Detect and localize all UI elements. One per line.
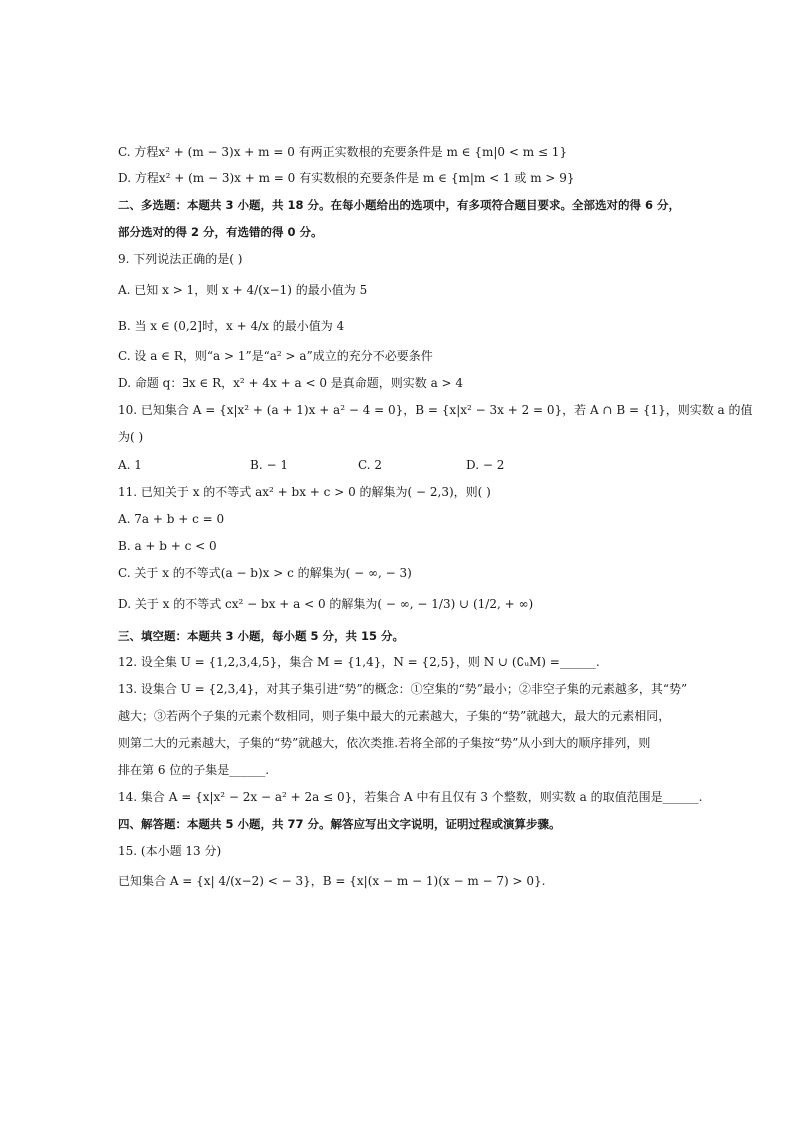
section-3-header: 三、填空题：本题共 3 小题，每小题 5 分，共 15 分。 — [118, 629, 405, 643]
q13-stem-cont-3: 排在第 6 位的子集是______. — [118, 763, 270, 777]
q10-stem: 10. 已知集合 A = {x|x² + (a + 1)x + a² − 4 = 0}，B = {x|x² − 3x + 2 = 0}，若 A ∩ B = {1}，则实数 a 的值 — [118, 403, 753, 417]
q11-option-b: B. a + b + c < 0 — [118, 539, 217, 553]
q13-stem-cont-1: 越大；③若两个子集的元素个数相同，则子集中最大的元素越大，子集的“势”就越大，最大的元素相同， — [118, 709, 671, 723]
q15-header: 15. (本小题 13 分) — [118, 844, 222, 858]
q11-option-a: A. 7a + b + c = 0 — [118, 512, 225, 526]
section-2-header-cont: 部分选对的得 2 分，有选错的得 0 分。 — [118, 225, 323, 239]
q10-option-a: A. 1 — [118, 458, 142, 472]
q10-option-d: D. − 2 — [466, 458, 505, 472]
q9-option-c: C. 设 a ∈ R，则“a > 1”是“a² > a”成立的充分不必要条件 — [118, 349, 433, 363]
q11-option-c: C. 关于 x 的不等式(a − b)x > c 的解集为( − ∞, − 3) — [118, 566, 412, 580]
q13-stem: 13. 设集合 U = {2,3,4}，对其子集引进“势”的概念：①空集的“势”最小；②非空子集的元素越多，其“势” — [118, 682, 688, 696]
q9-stem: 9. 下列说法正确的是( ) — [118, 252, 243, 266]
q8-option-d: D. 方程x² + (m − 3)x + m = 0 有实数根的充要条件是 m ∈ {m|m < 1 或 m > 9} — [118, 171, 575, 185]
q10-stem-cont: 为( ) — [118, 430, 144, 444]
q15-stem: 已知集合 A = {x| 4/(x−2) < − 3}，B = {x|(x − m − 1)(x − m − 7) > 0}. — [118, 874, 546, 888]
q9-option-d: D. 命题 q：∃x ∈ R，x² + 4x + a < 0 是真命题，则实数 a > 4 — [118, 376, 464, 390]
section-2-header: 二、多选题：本题共 3 小题，共 18 分。在每小题给出的选项中，有多项符合题目要求。全部选对的得 6 分， — [118, 198, 681, 212]
q12-stem: 12. 设全集 U = {1,2,3,4,5}，集合 M = {1,4}，N = {2,5}，则 N ∪ (∁ᵤM) =______. — [118, 655, 600, 669]
q10-option-b: B. − 1 — [250, 458, 288, 472]
q11-stem: 11. 已知关于 x 的不等式 ax² + bx + c > 0 的解集为( − 2,3)，则( ) — [118, 485, 491, 499]
q9-option-b: B. 当 x ∈ (0,2]时，x + 4/x 的最小值为 4 — [118, 319, 345, 333]
q8-option-c: C. 方程x² + (m − 3)x + m = 0 有两正实数根的充要条件是 m ∈ {m|0 < m ≤ 1} — [118, 145, 568, 159]
q11-option-d: D. 关于 x 的不等式 cx² − bx + a < 0 的解集为( − ∞, − 1/3) ∪ (1/2, + ∞) — [118, 597, 534, 611]
q10-option-c: C. 2 — [358, 458, 383, 472]
section-4-header: 四、解答题：本题共 5 小题，共 77 分。解答应写出文字说明，证明过程或演算步骤。 — [118, 817, 561, 831]
q9-option-a: A. 已知 x > 1，则 x + 4/(x−1) 的最小值为 5 — [118, 283, 368, 297]
q13-stem-cont-2: 则第二大的元素越大，子集的“势”就越大，依次类推.若将全部的子集按“势”从小到大的顺序排列，则 — [118, 736, 651, 750]
q14-stem: 14. 集合 A = {x|x² − 2x − a² + 2a ≤ 0}，若集合 A 中有且仅有 3 个整数，则实数 a 的取值范围是______. — [118, 790, 703, 804]
